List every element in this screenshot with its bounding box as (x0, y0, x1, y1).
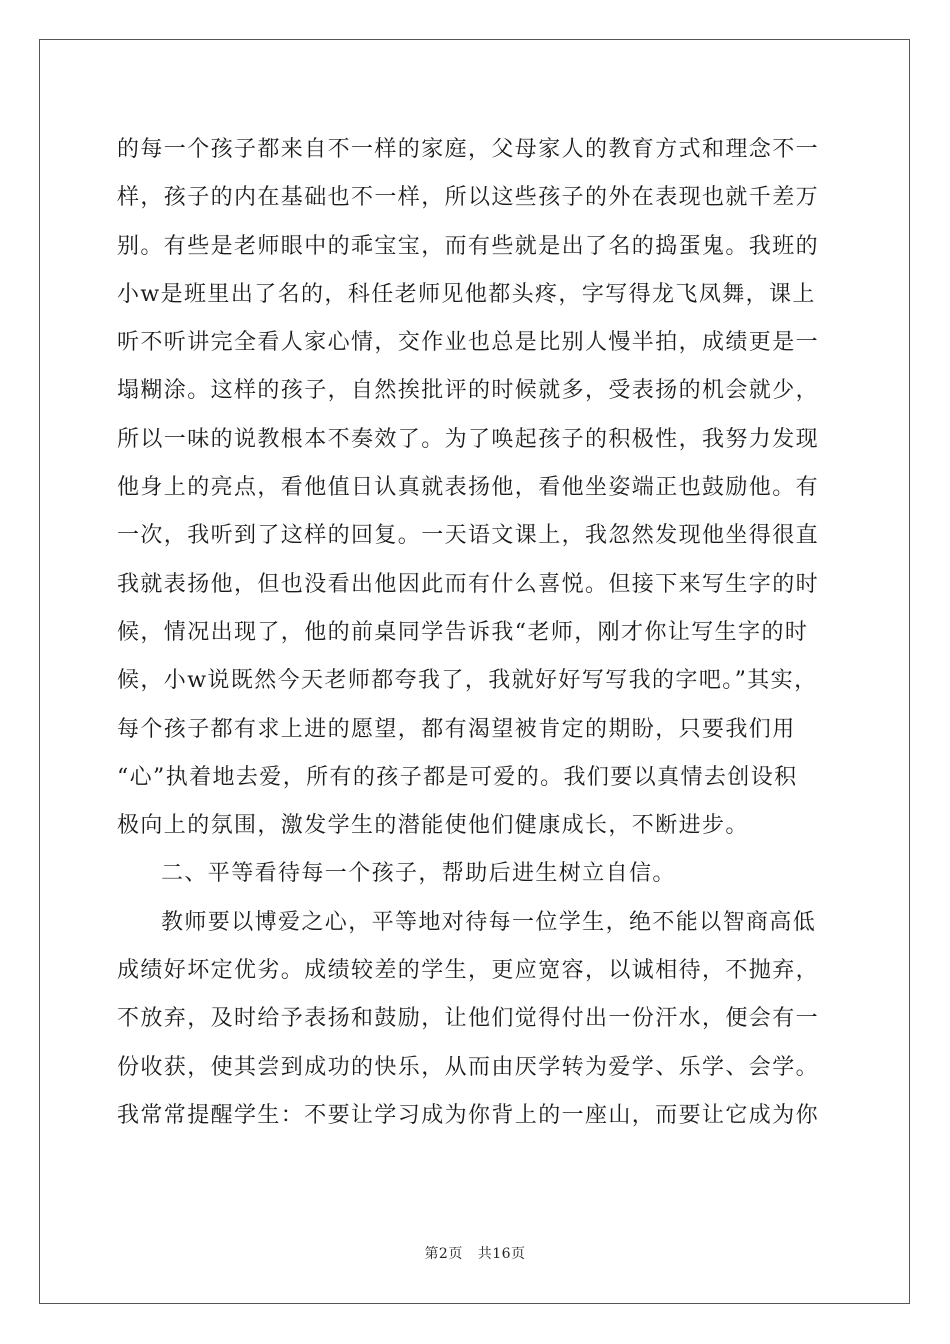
page-number: 第2页 (424, 1246, 463, 1262)
text-line: 别。有些是老师眼中的乖宝宝，而有些就是出了名的捣蛋鬼。我班的 (117, 233, 820, 259)
section-heading: 二、平等看待每一个孩子，帮助后进生树立自信。 (161, 861, 676, 887)
text-line: 候，情况出现了，他的前桌同学告诉我“老师，刚才你让写生字的时 (117, 619, 809, 645)
text-line: “心”执着地去爱，所有的孩子都是可爱的。我们要以真情去创设积 (117, 764, 798, 790)
text-line: 所以一味的说教根本不奏效了。为了唤起孩子的积极性，我努力发现 (117, 426, 820, 452)
text-line: 极向上的氛围，激发学生的潜能使他们健康成长，不断进步。 (117, 813, 749, 839)
text-line: 他身上的亮点，看他值日认真就表扬他，看他坐姿端正也鼓励他。有 (117, 475, 820, 501)
page-total: 共16页 (477, 1246, 526, 1262)
text-line: 听不听讲完全看人家心情，交作业也总是比别人慢半拍，成绩更是一 (117, 330, 820, 356)
paragraph-start: 教师要以博爱之心，平等地对待每一位学生，绝不能以智商高低 (161, 909, 817, 935)
text-line: 样，孩子的内在基础也不一样，所以这些孩子的外在表现也就千差万 (117, 185, 820, 211)
text-line: 成绩好坏定优劣。成绩较差的学生，更应宽容，以诚相待，不抛弃， (117, 958, 820, 984)
text-line: 不放弃，及时给予表扬和鼓励，让他们觉得付出一份汗水，便会有一 (117, 1006, 820, 1032)
text-line: 我就表扬他，但也没看出他因此而有什么喜悦。但接下来写生字的时 (117, 571, 820, 597)
text-line: 份收获，使其尝到成功的快乐，从而由厌学转为爱学、乐学、会学。 (117, 1054, 820, 1080)
text-line: 每个孩子都有求上进的愿望，都有渴望被肯定的期盼，只要我们用 (117, 716, 796, 742)
document-body (117, 126, 847, 1140)
text-line: 的每一个孩子都来自不一样的家庭，父母家人的教育方式和理念不一 (117, 137, 820, 162)
text-line: 塌糊涂。这样的孩子，自然挨批评的时候就多，受表扬的机会就少， (117, 378, 820, 404)
text-line: 候，小w说既然今天老师都夸我了，我就好好写写我的字吧。”其实， (117, 668, 818, 694)
page-footer (0, 1243, 950, 1263)
text-line: 一次，我听到了这样的回复。一天语文课上，我忽然发现他坐得很直 (117, 523, 820, 549)
text-line: 小w是班里出了名的，科任老师见他都头疼，字写得龙飞凤舞，课上 (117, 281, 816, 307)
text-line: 我常常提醒学生：不要让学习成为你背上的一座山，而要让它成为你 (117, 1102, 820, 1128)
